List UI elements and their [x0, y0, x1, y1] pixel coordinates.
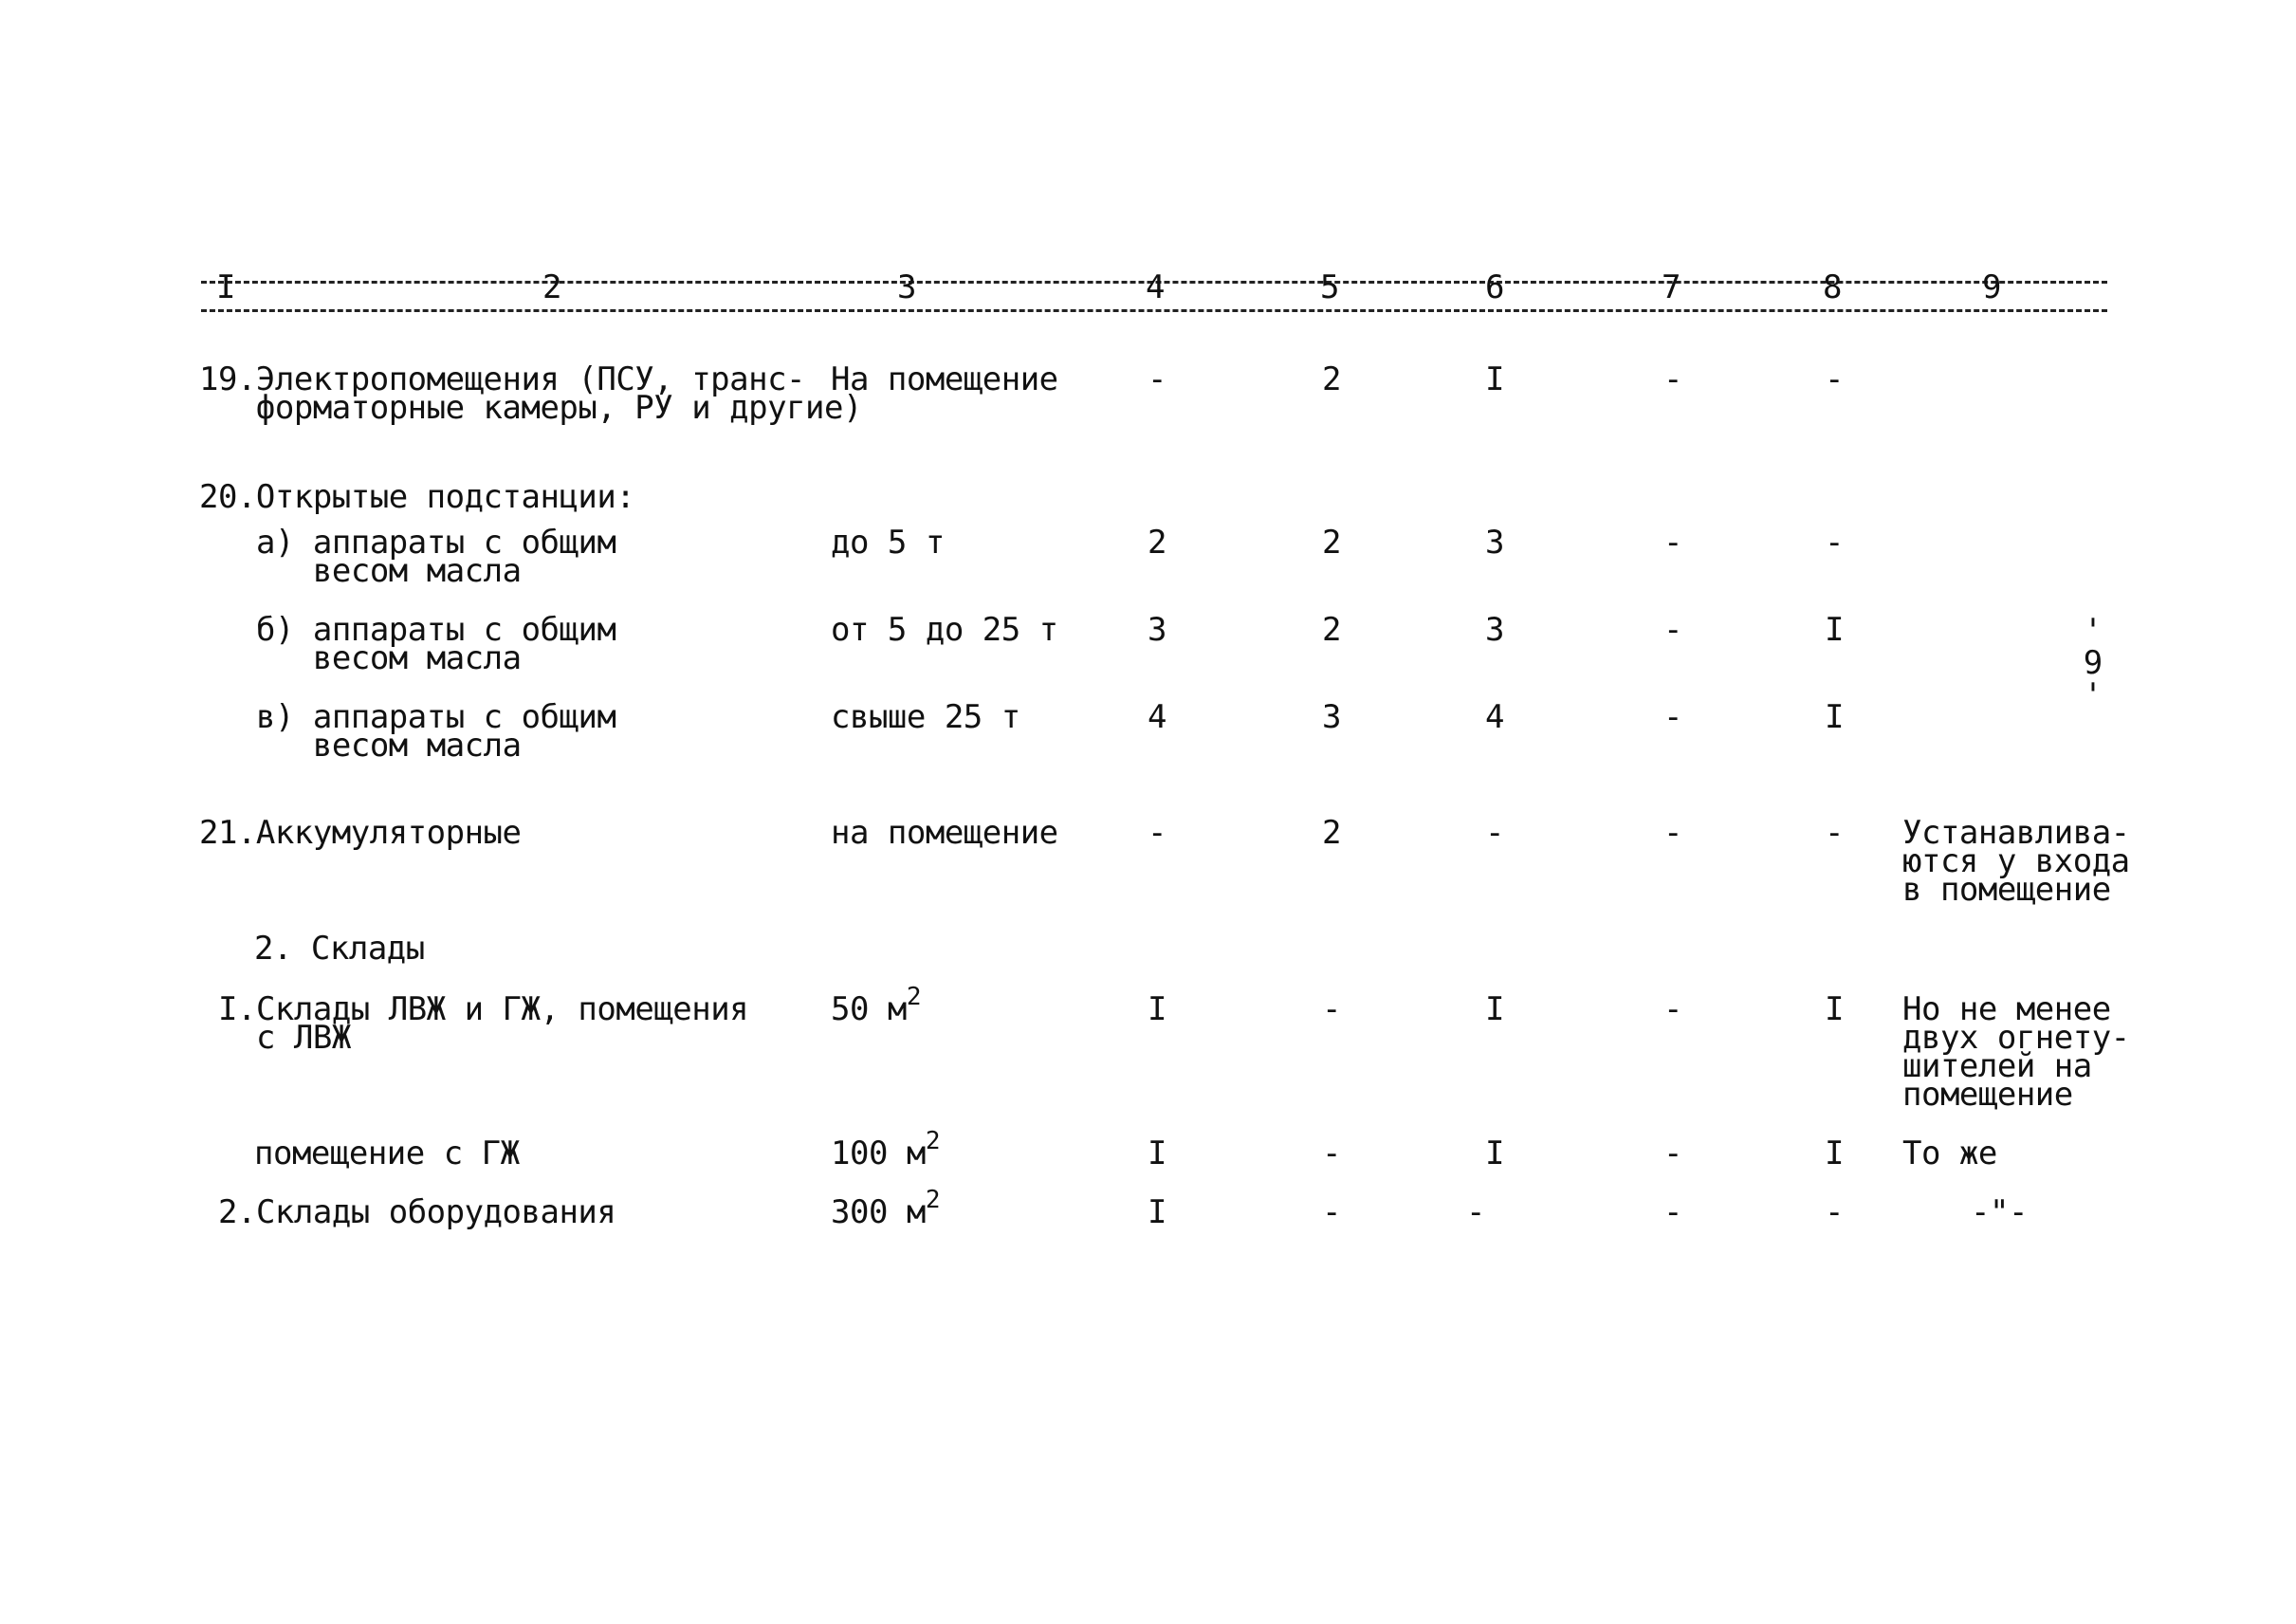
col-header-5: 5 [1320, 268, 1340, 306]
row-s1b-unit-sup: 2 [925, 1127, 941, 1155]
row-19-unit: На помещение [831, 360, 1058, 398]
page-number-digit: 9 [2083, 644, 2103, 682]
row-21-col5: 2 [1322, 814, 1341, 852]
row-s1b-col6: I [1485, 1135, 1504, 1172]
row-19-name-line2: форматорные камеры, РУ и другие) [199, 389, 862, 427]
row-s2-unit [831, 1186, 941, 1231]
row-20v-name-line2: весом масла [256, 727, 522, 765]
row-s1b-col7: - [1663, 1135, 1682, 1172]
col-header-3: 3 [897, 268, 917, 306]
header-rule-bottom [201, 309, 2107, 312]
row-20b-name-line2: весом масла [256, 639, 522, 677]
row-19-col8: - [1825, 360, 1844, 398]
row-20a-col4: 2 [1148, 524, 1166, 562]
row-20b-col6: 3 [1485, 611, 1504, 649]
col-header-8: 8 [1823, 268, 1843, 306]
row-20v-unit: свыше 25 т [831, 698, 1020, 736]
row-s1-note-line3: шителей на [1902, 1047, 2092, 1085]
page-number [2079, 612, 2107, 714]
row-s1-col6: I [1485, 990, 1504, 1028]
row-20v-col6: 4 [1485, 698, 1504, 736]
row-s1b-col4: I [1148, 1135, 1166, 1172]
row-21-col4: - [1148, 814, 1166, 852]
row-s2-col8: - [1825, 1193, 1844, 1231]
row-s1b-col5: - [1322, 1135, 1341, 1172]
col-header-1: I [216, 268, 236, 306]
row-s1-name-line1: I.Склады ЛВЖ и ГЖ, помещения [218, 990, 749, 1028]
row-19-col6: I [1485, 360, 1504, 398]
row-20v-col5: 3 [1322, 698, 1341, 736]
row-s1-unit-text: 50 м [831, 990, 907, 1028]
col-header-9: 9 [1982, 268, 2002, 306]
page-number-mark-bottom: ' [2083, 676, 2103, 714]
row-s1-unit [831, 983, 922, 1028]
row-21-col7: - [1663, 814, 1682, 852]
row-21-note-line2: ются у входа [1902, 842, 2130, 880]
col-header-7: 7 [1662, 268, 1681, 306]
row-20b-col7: - [1663, 611, 1682, 649]
row-20a-col6: 3 [1485, 524, 1504, 562]
row-20a-col8: - [1825, 524, 1844, 562]
row-20a-col5: 2 [1322, 524, 1341, 562]
row-21-note-line3: в помещение [1902, 871, 2111, 909]
row-s2-unit-text: 300 м [831, 1193, 926, 1231]
row-s1b-name: помещение с ГЖ [254, 1135, 520, 1172]
row-20b-col8: I [1825, 611, 1844, 649]
row-s2-col4: I [1148, 1193, 1166, 1231]
row-s1-col7: - [1663, 990, 1682, 1028]
row-20v-col7: - [1663, 698, 1682, 736]
row-s1-note-line4: помещение [1902, 1076, 2073, 1114]
row-s1b-unit-text: 100 м [831, 1135, 926, 1172]
row-21-unit: на помещение [831, 814, 1058, 852]
col-header-4: 4 [1146, 268, 1166, 306]
row-s1-note-line2: двух огнету- [1902, 1019, 2130, 1057]
row-20a-unit: до 5 т [831, 524, 945, 562]
row-20v-col8: I [1825, 698, 1844, 736]
row-s2-col5: - [1322, 1193, 1341, 1231]
row-s1b-note: То же [1902, 1135, 1997, 1172]
row-20-heading: 20.Открытые подстанции: [199, 478, 635, 516]
row-21-name: 21.Аккумуляторные [199, 814, 522, 852]
col-header-6: 6 [1485, 268, 1505, 306]
row-20v-name-line1: в) аппараты с общим [256, 698, 616, 736]
row-s1-col4: I [1148, 990, 1166, 1028]
row-20a-name-line2: весом масла [256, 552, 522, 590]
row-s1-col8: I [1825, 990, 1844, 1028]
col-header-2: 2 [542, 268, 562, 306]
row-s1-col5: - [1322, 990, 1341, 1028]
row-20b-col4: 3 [1148, 611, 1166, 649]
row-20v-col4: 4 [1148, 698, 1166, 736]
row-19-col4: - [1148, 360, 1166, 398]
row-s2-col7: - [1663, 1193, 1682, 1231]
row-s2-unit-sup: 2 [925, 1186, 941, 1214]
row-19-name-line1: 19.Электропомещения (ПСУ, транс- [199, 360, 806, 398]
row-19-col5: 2 [1322, 360, 1341, 398]
row-20b-unit: от 5 до 25 т [831, 611, 1058, 649]
row-s2-note: -"- [1971, 1193, 2028, 1231]
row-s1-unit-sup: 2 [906, 983, 922, 1011]
row-19-col7: - [1663, 360, 1682, 398]
row-s1b-col8: I [1825, 1135, 1844, 1172]
row-20a-col7: - [1663, 524, 1682, 562]
row-21-col8: - [1825, 814, 1844, 852]
page-number-mark-top: ' [2083, 612, 2103, 650]
row-s1-note-line1: Но не менее [1902, 990, 2111, 1028]
row-20a-name-line1: а) аппараты с общим [256, 524, 616, 562]
row-s1-name-line2: с ЛВЖ [218, 1019, 351, 1057]
section-heading-warehouses: 2. Склады [254, 930, 425, 968]
row-21-col6: - [1485, 814, 1504, 852]
row-20b-name-line1: б) аппараты с общим [256, 611, 616, 649]
row-s1b-unit [831, 1127, 941, 1172]
row-20b-col5: 2 [1322, 611, 1341, 649]
row-s2-name: 2.Склады оборудования [218, 1193, 616, 1231]
row-21-note-line1: Устанавлива- [1902, 814, 2130, 852]
row-s2-col6: - [1466, 1193, 1485, 1231]
